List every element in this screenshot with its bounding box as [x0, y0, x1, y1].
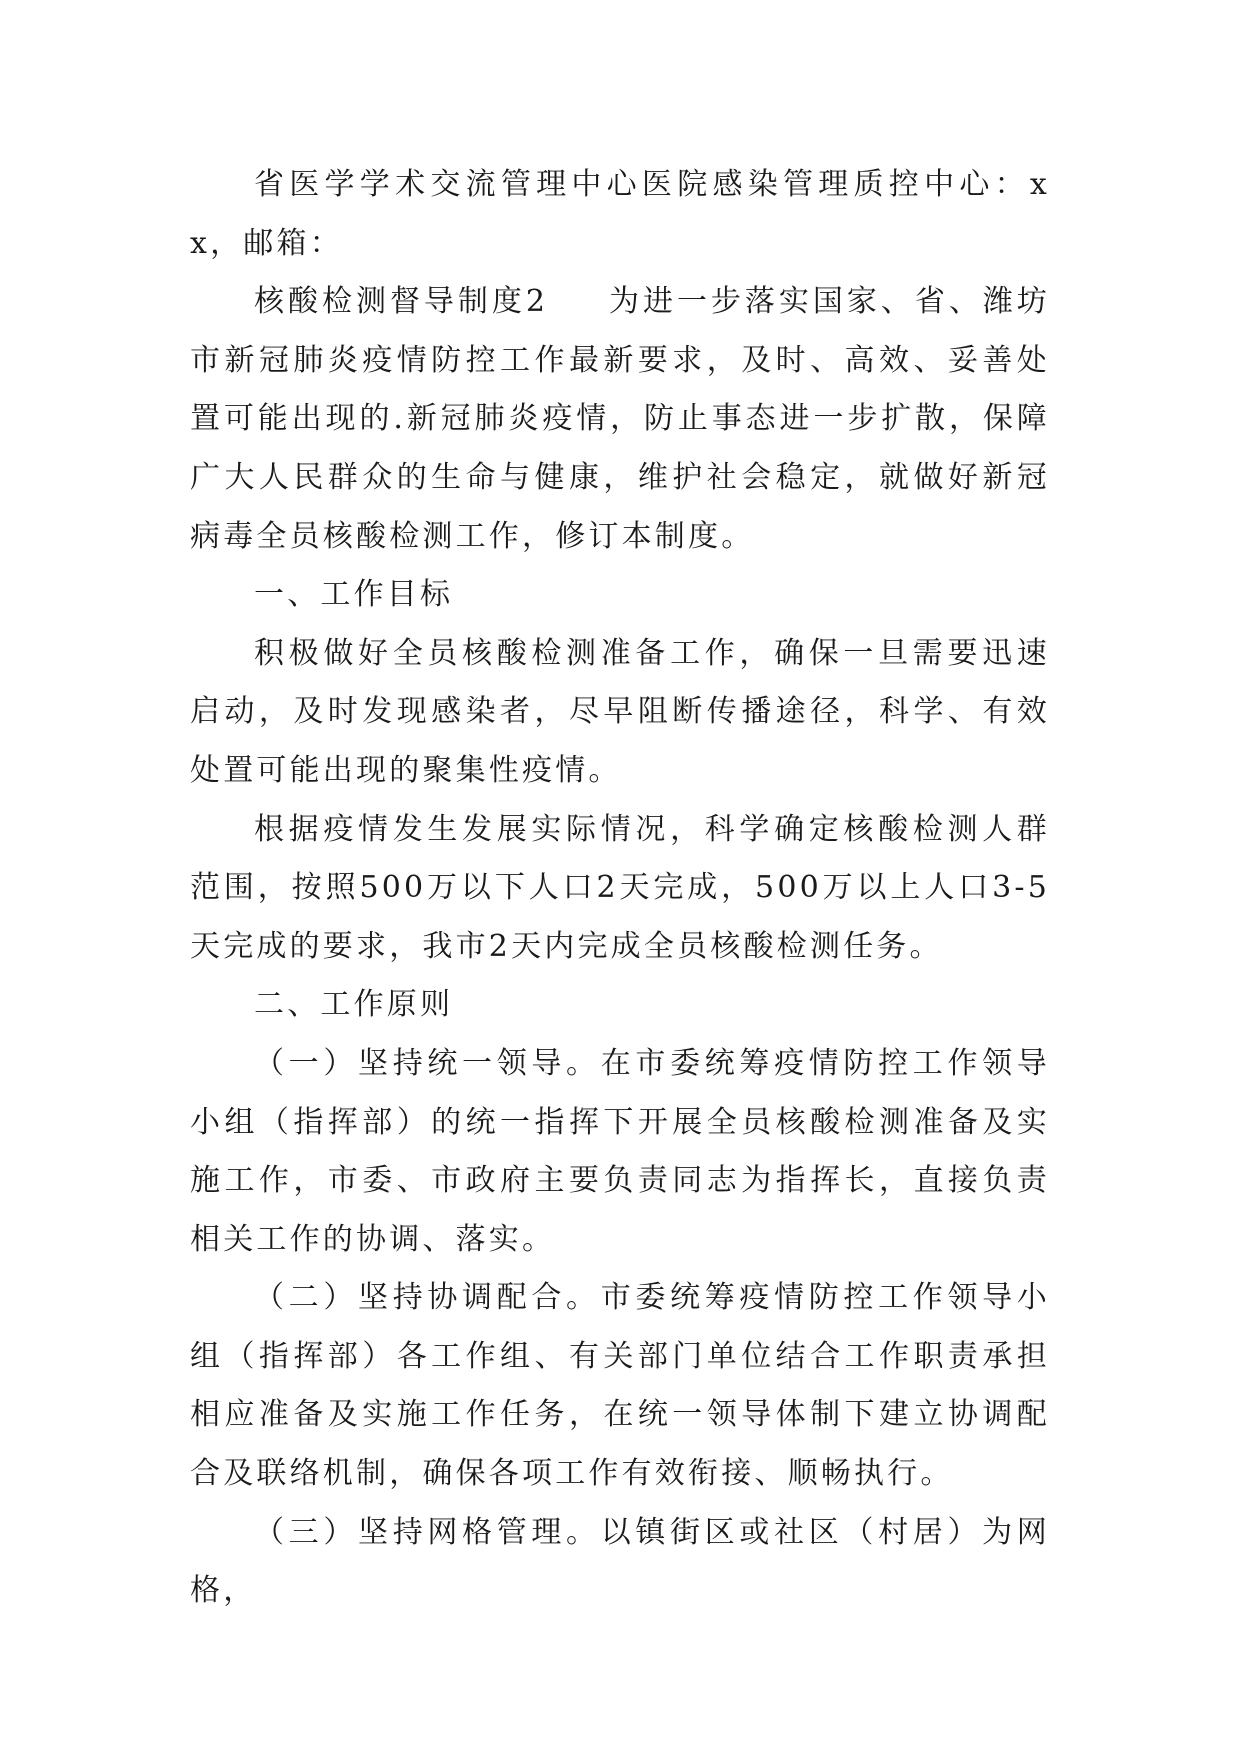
body-text: （二）坚持协调配合。市委统筹疫情防控工作领导小组（指挥部）各工作组、有关部门单位结合工作职责承担相应准备及实施工作任务，在统一领导体制下建立协调配合及联络机制，确保各项工作有效衔接、顺畅执行。 [190, 1280, 1050, 1492]
contact-paragraph [190, 156, 1050, 273]
principle-paragraph-1 [190, 1035, 1050, 1269]
section-heading-principles [190, 976, 1050, 1035]
body-text: 积极做好全员核酸检测准备工作，确保一旦需要迅速启动，及时发现感染者，尽早阻断传播途径，科学、有效处置可能出现的聚集性疫情。 [190, 635, 1050, 788]
intro-text: 为进一步落实国家、省、潍坊市新冠肺炎疫情防控工作最新要求，及时、高效、妥善处置可能出现的.新冠肺炎疫情，防止事态进一步扩散，保障广大人民群众的生命与健康，维护社会稳定，就做好新冠病毒全员核酸检测工作，修订本制度。 [190, 284, 1051, 554]
intro-paragraph [190, 273, 1050, 566]
heading-text: 一、工作目标 [254, 577, 454, 613]
principle-paragraph-3 [190, 1504, 1050, 1621]
heading-text: 二、工作原则 [254, 987, 454, 1023]
document-title: 核酸检测督导制度2 [254, 284, 549, 320]
document-page [190, 156, 1050, 1621]
body-text: 根据疫情发生发展实际情况，科学确定核酸检测人群范围，按照500万以下人口2天完成，500万以上人口3-5天完成的要求，我市2天内完成全员核酸检测任务。 [190, 811, 1050, 964]
scope-paragraph [190, 801, 1050, 977]
body-text: （三）坚持网格管理。以镇街区或社区（村居）为网格， [190, 1514, 1050, 1609]
principle-paragraph-2 [190, 1269, 1050, 1503]
goals-paragraph [190, 625, 1050, 801]
contact-text: 省医学学术交流管理中心医院感染管理质控中心：xx，邮箱： [190, 167, 1050, 261]
section-heading-goals [190, 566, 1050, 625]
body-text: （一）坚持统一领导。在市委统筹疫情防控工作领导小组（指挥部）的统一指挥下开展全员核酸检测准备及实施工作，市委、市政府主要负责同志为指挥长，直接负责相关工作的协调、落实。 [190, 1045, 1050, 1257]
